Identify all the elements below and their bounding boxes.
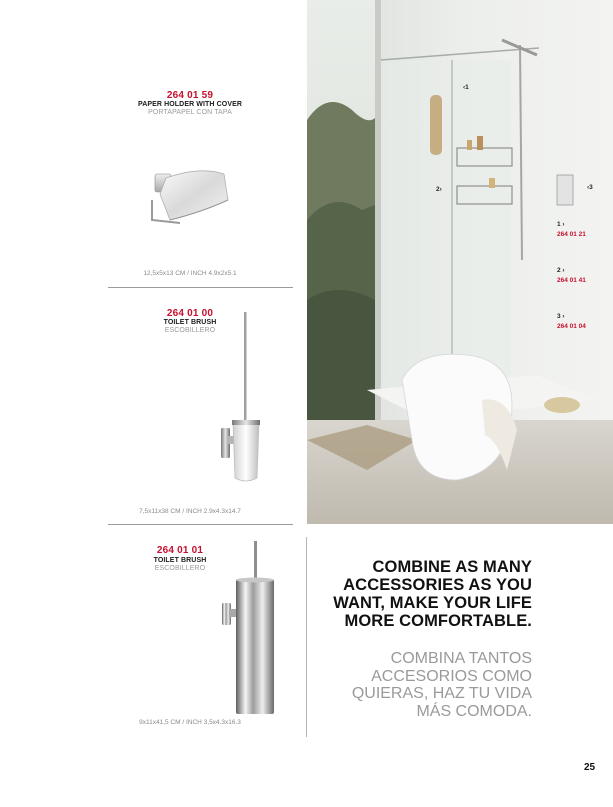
callout-marker: 2 xyxy=(436,186,440,193)
legend-marker: 1 xyxy=(557,221,561,228)
product-name: TOILET BRUSH xyxy=(163,319,217,326)
legend-marker: 2 xyxy=(557,267,561,274)
product-code: 264 01 59 xyxy=(166,90,214,101)
headline-es xyxy=(312,650,532,720)
legend-code: 264 01 04 xyxy=(557,323,586,330)
product-name: TOILET BRUSH xyxy=(153,557,207,564)
divider xyxy=(108,287,293,288)
product-dimensions: 9x11x41,5 CM / INCH 3,5x4.3x16.3 xyxy=(139,719,241,726)
product-name-es: PORTAPAPEL CON TAPA xyxy=(148,109,232,116)
headline-es-line: QUIERAS, HAZ TU VIDA xyxy=(351,685,532,702)
callout-arrow-icon: ‹ xyxy=(463,84,466,91)
callout-arrow-icon: › xyxy=(560,313,565,320)
callout-marker: 3 xyxy=(589,184,593,191)
headline-en-line: WANT, MAKE YOUR LIFE xyxy=(333,594,532,612)
product-dimensions: 7,5x11x38 CM / INCH 2.9x4.3x14.7 xyxy=(139,508,241,515)
page-number: 25 xyxy=(584,762,596,773)
cylinder-brush-image xyxy=(218,535,280,720)
product-code: 264 01 00 xyxy=(166,308,214,319)
paper-holder-image xyxy=(140,160,240,235)
headline-en-line: COMBINE AS MANY xyxy=(372,558,532,576)
headline-es-line: COMBINA TANTOS xyxy=(390,650,532,667)
callout-arrow-icon: › xyxy=(439,186,442,193)
callout-marker: 1 xyxy=(465,84,469,91)
bathroom-photo xyxy=(307,0,613,524)
callout-arrow-icon: › xyxy=(560,267,565,274)
product-name: PAPER HOLDER WITH COVER xyxy=(137,101,243,108)
legend-code: 264 01 21 xyxy=(557,231,586,238)
callout-arrow-icon: › xyxy=(560,221,565,228)
product-dimensions: 12,5x5x13 CM / INCH 4.9x2x5.1 xyxy=(143,270,237,277)
vertical-divider xyxy=(306,537,307,737)
headline-es-line: ACCESORIOS COMO xyxy=(371,667,532,685)
toilet-brush-image xyxy=(215,310,265,490)
callout-arrow-icon: ‹ xyxy=(587,184,590,191)
product-name-es: ESCOBILLERO xyxy=(164,327,216,334)
headline-en-line: ACCESSORIES AS YOU xyxy=(343,576,532,594)
headline-es-line: MÁS COMODA. xyxy=(416,702,532,720)
headline-en-line: MORE COMFORTABLE. xyxy=(344,612,532,630)
product-name-es: ESCOBILLERO xyxy=(154,565,206,572)
legend-marker: 3 xyxy=(557,313,561,320)
legend-code: 264 01 41 xyxy=(557,277,586,284)
divider xyxy=(108,524,293,525)
product-code: 264 01 01 xyxy=(156,545,204,556)
headline-en xyxy=(312,558,532,630)
